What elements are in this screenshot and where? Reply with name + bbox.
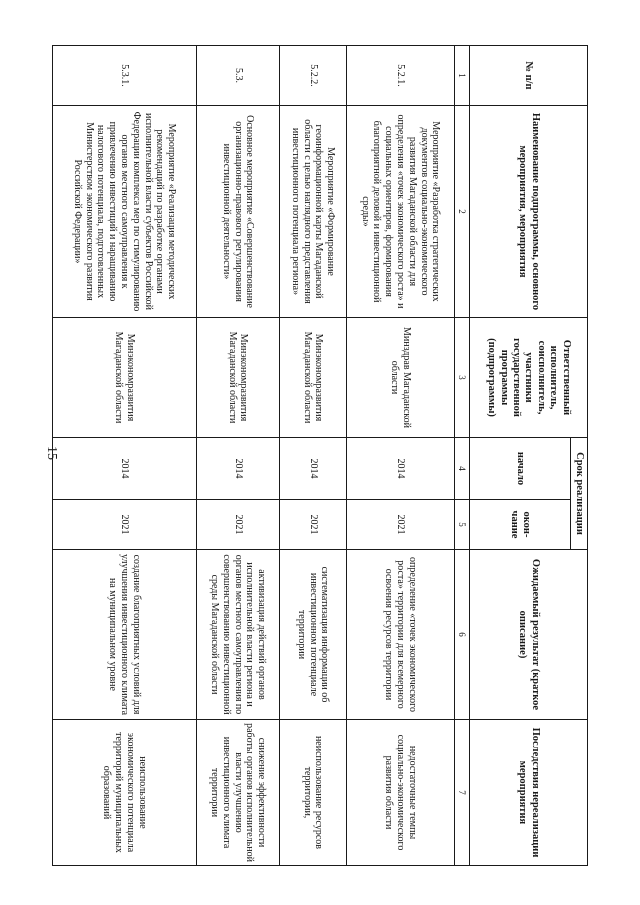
measures-table — [52, 45, 588, 866]
table-row — [346, 46, 454, 866]
column-number: 5 — [454, 500, 469, 550]
row-end: 2021 — [52, 500, 196, 550]
row-num: 5.2.2. — [279, 46, 346, 106]
row-name: Мероприятие «Реализация методических рекомендаций по разработке органами исполнительной власти субъектов Российской Федерации комплекса мер по стимулированию органов местного самоуправления к привлечению инвестиций и наращиванию налогового потенциала, подготовленных Министерством экономического развития Российской Федерации» — [52, 106, 196, 318]
row-start: 2014 — [52, 438, 196, 500]
row-name: Мероприятие «Разработка стратегических документов социально-экономического развития Магаданской области для определения «точек экономического роста» и социальных ориентиров, формирования благоприятной деловой и инвестиционной среды» — [346, 106, 454, 318]
rotated-table-container — [71, 45, 588, 865]
row-end: 2021 — [196, 500, 279, 550]
header-num: № п/п — [469, 46, 587, 106]
row-start: 2014 — [196, 438, 279, 500]
row-start: 2014 — [279, 438, 346, 500]
row-result: создание благоприятных условий для улучшения инвестиционного климата на муниципальном уровне — [52, 550, 196, 720]
row-executor: Минэкономразвития Магаданской области — [196, 318, 279, 438]
column-number: 2 — [454, 106, 469, 318]
row-num: 5.2.1. — [346, 46, 454, 106]
row-executor: Минэкономразвития Магаданской области — [52, 318, 196, 438]
column-number: 7 — [454, 720, 469, 866]
header-executor: Ответственный исполнитель, соисполнитель, участники государственной программы (подпрограммы) — [469, 318, 587, 438]
row-end: 2021 — [279, 500, 346, 550]
column-number: 3 — [454, 318, 469, 438]
row-consequences: недостаточные темпы социально-экономического развития области — [346, 720, 454, 866]
row-executor: Минэкономразвития Магаданской области — [279, 318, 346, 438]
column-number: 1 — [454, 46, 469, 106]
header-term: Срок реализации — [570, 438, 587, 550]
header-end: окон-чание — [469, 500, 570, 550]
page-number: 15 — [44, 446, 59, 460]
row-name: Основное мероприятие «Совершенствование организационно-правового регулирования инвестиционной деятельности» — [196, 106, 279, 318]
row-consequences: неиспользование экономического потенциала территорий муниципальных образований — [52, 720, 196, 866]
row-result: систематизация информации об инвестиционном потенциале территории — [279, 550, 346, 720]
row-consequences: снижение эффективности работы органов исполнительной власти улучшению инвестиционного климата территории — [196, 720, 279, 866]
row-start: 2014 — [346, 438, 454, 500]
row-num: 5.3.1. — [52, 46, 196, 106]
table-row — [279, 46, 346, 866]
table-row — [52, 46, 196, 866]
row-result: определение «точек экономического роста» территории для всемерного освоения ресурсов территории — [346, 550, 454, 720]
column-number: 4 — [454, 438, 469, 500]
header-consequences: Последствия нереализации мероприятия — [469, 720, 587, 866]
header-result: Ожидаемый результат (краткое описание) — [469, 550, 587, 720]
row-result: активизация действий органов исполнительной власти региона и органов местного самоуправления по совершенствованию инвестиционной среды Магаданской области — [196, 550, 279, 720]
table-row — [196, 46, 279, 866]
header-start: начало — [469, 438, 570, 500]
row-num: 5.3. — [196, 46, 279, 106]
column-number: 6 — [454, 550, 469, 720]
header-name: Наименование подпрограммы, основного мероприятия, мероприятия — [469, 106, 587, 318]
row-executor: Минздрав Магаданской области — [346, 318, 454, 438]
row-name: Мероприятие «Формирование геоинформационной карты Магаданской области с целью наглядного представления инвестиционного потенциала региона» — [279, 106, 346, 318]
row-end: 2021 — [346, 500, 454, 550]
column-numbers-row — [454, 46, 469, 866]
row-consequences: неиспользование ресурсов территории, — [279, 720, 346, 866]
